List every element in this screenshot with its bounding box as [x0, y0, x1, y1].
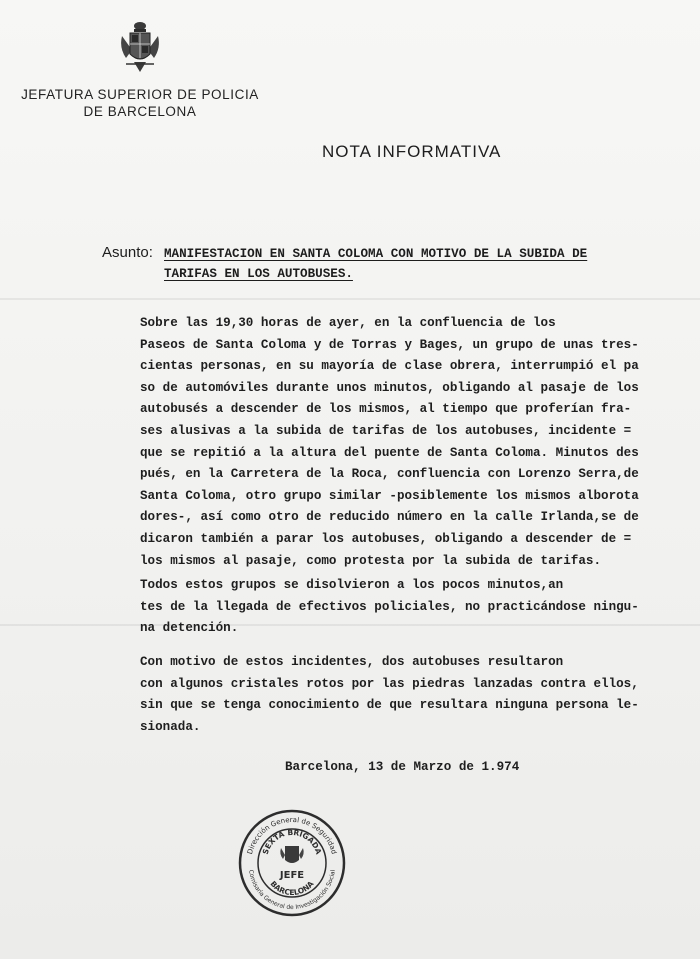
svg-text:BARCELONA: [268, 879, 315, 897]
official-seal-icon: [237, 808, 347, 918]
paragraph-2: [140, 578, 685, 643]
seal-center-text: JEFE: [279, 870, 305, 881]
paper-fold: [0, 298, 700, 300]
organization-name: JEFATURA SUPERIOR DE POLICIA: [21, 87, 259, 102]
text-line: autobusés a descender de los mismos, al tiempo que proferían fra-: [140, 402, 632, 417]
text-line: Paseos de Santa Coloma y de Torras y Bages, un grupo de unas tres-: [140, 337, 639, 352]
paragraph-3: [140, 655, 685, 741]
text-line: los mismos al pasaje, como protesta por la subida de tarifas.: [140, 553, 602, 568]
text-line: so de automóviles durante unos minutos, obligando al pasaje de los: [140, 380, 639, 395]
seal-inner-bottom: BARCELONA: [268, 879, 316, 898]
text-line: sin que se tenga conocimiento de que resultara ninguna persona le-: [140, 698, 639, 713]
paragraph-1: [140, 316, 685, 575]
seal-top-arc: Dirección General de Seguridad: [246, 815, 338, 856]
seal-crest-icon: [280, 846, 303, 863]
text-line: cientas personas, en su mayoría de clase obrera, interrumpió el pa: [140, 359, 639, 374]
coat-of-arms-icon: [118, 20, 162, 74]
subject-text: [164, 244, 664, 284]
place-and-date: Barcelona, 13 de Marzo de 1.974: [285, 760, 520, 774]
text-line: dores-, así como otro de reducido número en la calle Irlanda,se de: [140, 510, 639, 525]
seal-inner-top: SEXTA BRIGADA: [260, 827, 324, 856]
text-line: ses alusivas a la subida de tarifas de los autobuses, incidente =: [140, 423, 632, 438]
organization-city: DE BARCELONA: [83, 104, 197, 119]
text-line: Con motivo de estos incidentes, dos autobuses resultaron: [140, 655, 564, 669]
text-line: sionada.: [140, 719, 201, 734]
text-line: tes de la llegada de efectivos policiales, no practicándose ningu-: [140, 599, 639, 614]
text-line: pués, en la Carretera de la Roca, confluencia con Lorenzo Serra,de: [140, 467, 639, 482]
text-line: na detención.: [140, 621, 239, 636]
text-line: dicaron también a parar los autobuses, obligando a descender de =: [140, 531, 632, 546]
text-line: con algunos cristales rotos por las piedras lanzadas contra ellos,: [140, 676, 639, 691]
text-line: Todos estos grupos se disolvieron a los pocos minutos,an: [140, 578, 564, 592]
text-line: Sobre las 19,30 horas de ayer, en la confluencia de los: [140, 316, 556, 330]
document-title: NOTA INFORMATIVA: [322, 142, 502, 161]
subject-line: TARIFAS EN LOS AUTOBUSES.: [164, 267, 353, 281]
text-line: que se repitió a la altura del puente de Santa Coloma. Minutos des: [140, 445, 639, 460]
text-line: Santa Coloma, otro grupo similar -posiblemente los mismos alborota: [140, 488, 639, 503]
seal-bottom-arc: Comisaría General de Investigación Social: [247, 869, 337, 911]
subject-line: MANIFESTACION EN SANTA COLOMA CON MOTIVO DE LA SUBIDA DE: [164, 247, 588, 261]
subject-label: Asunto:: [102, 244, 153, 261]
